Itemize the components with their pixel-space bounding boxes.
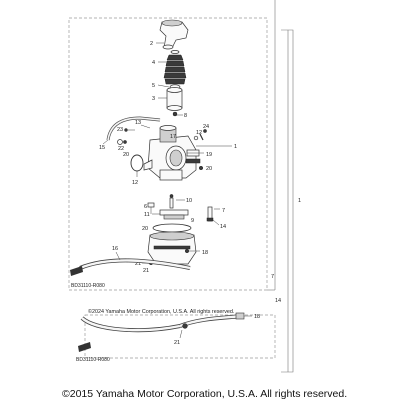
callout-19: 19	[206, 152, 213, 158]
callout-15: 15	[99, 145, 106, 151]
callout-14: 14	[220, 224, 227, 230]
float-bowl-part	[148, 232, 196, 264]
callout-12a: 12	[196, 130, 203, 136]
washer-part	[194, 136, 198, 140]
fitting-part	[118, 140, 127, 145]
bracket-label-1: 1	[298, 198, 302, 204]
inner-copyright: ©2024 Yamaha Motor Corporation, U.S.A. All rights reserved.	[88, 309, 235, 315]
bowl-screw-part	[185, 249, 189, 253]
callout-11: 11	[144, 212, 150, 218]
forward-arrow-icon-lower	[78, 342, 91, 352]
float-part	[160, 210, 188, 219]
callout-3: 3	[152, 96, 156, 102]
callout-20a: 20	[123, 152, 130, 158]
callout-20: 20	[142, 226, 149, 232]
callout-5: 5	[152, 83, 156, 89]
callout-8: 8	[184, 113, 188, 119]
callout-23: 23	[117, 127, 124, 133]
lower-clip-part	[183, 324, 188, 329]
footer-copyright: ©2015 Yamaha Motor Corporation, U.S.A. All rights reserved.	[62, 388, 348, 400]
lower-callout-18: 18	[254, 314, 261, 320]
needle-jet-part	[170, 194, 173, 208]
forward-arrow-icon	[70, 266, 83, 276]
callout-10: 10	[186, 198, 193, 204]
callout-16: 16	[112, 246, 119, 252]
figure-code-lower: BD31110-R080	[76, 357, 110, 363]
callout-12b: 12	[132, 180, 139, 186]
callout-1: 1	[234, 144, 238, 150]
callout-4: 4	[152, 60, 156, 66]
lower-hose-frame	[85, 315, 275, 358]
gasket-ring-part	[131, 155, 143, 171]
callout-6a: 6	[144, 204, 148, 210]
bracket-label-14: 14	[275, 298, 282, 304]
intake-elbow-part	[160, 20, 188, 49]
bowl-gasket-part	[153, 224, 191, 232]
callout-7a: 7	[222, 208, 226, 214]
pilot-screw-part	[207, 207, 213, 221]
callout-21-b: 21	[135, 261, 142, 267]
lower-clamp-part	[236, 313, 244, 319]
callout-24: 24	[203, 124, 210, 130]
throttle-valve-part	[167, 88, 182, 111]
callout-18a: 18	[202, 250, 209, 256]
callout-13: 13	[135, 120, 142, 126]
vent-tube-part	[108, 118, 160, 140]
figure-code-upper: BD31110-R080	[71, 283, 105, 289]
clip-part	[125, 129, 128, 132]
rubber-boot-part	[164, 51, 186, 85]
callout-9: 9	[191, 218, 195, 224]
lower-hose-part	[82, 316, 242, 330]
assembly-bracket	[267, 0, 293, 372]
callout-2: 2	[150, 41, 154, 47]
drain-screw-part	[199, 166, 203, 170]
screw-part	[173, 112, 177, 116]
callout-22: 22	[118, 146, 125, 152]
bracket-label-7: 7	[271, 274, 275, 280]
callout-20b: 20	[206, 166, 213, 172]
lower-callout-21: 21	[174, 340, 181, 346]
callout-17: 17	[170, 134, 177, 140]
callout-21: 21	[143, 268, 150, 274]
